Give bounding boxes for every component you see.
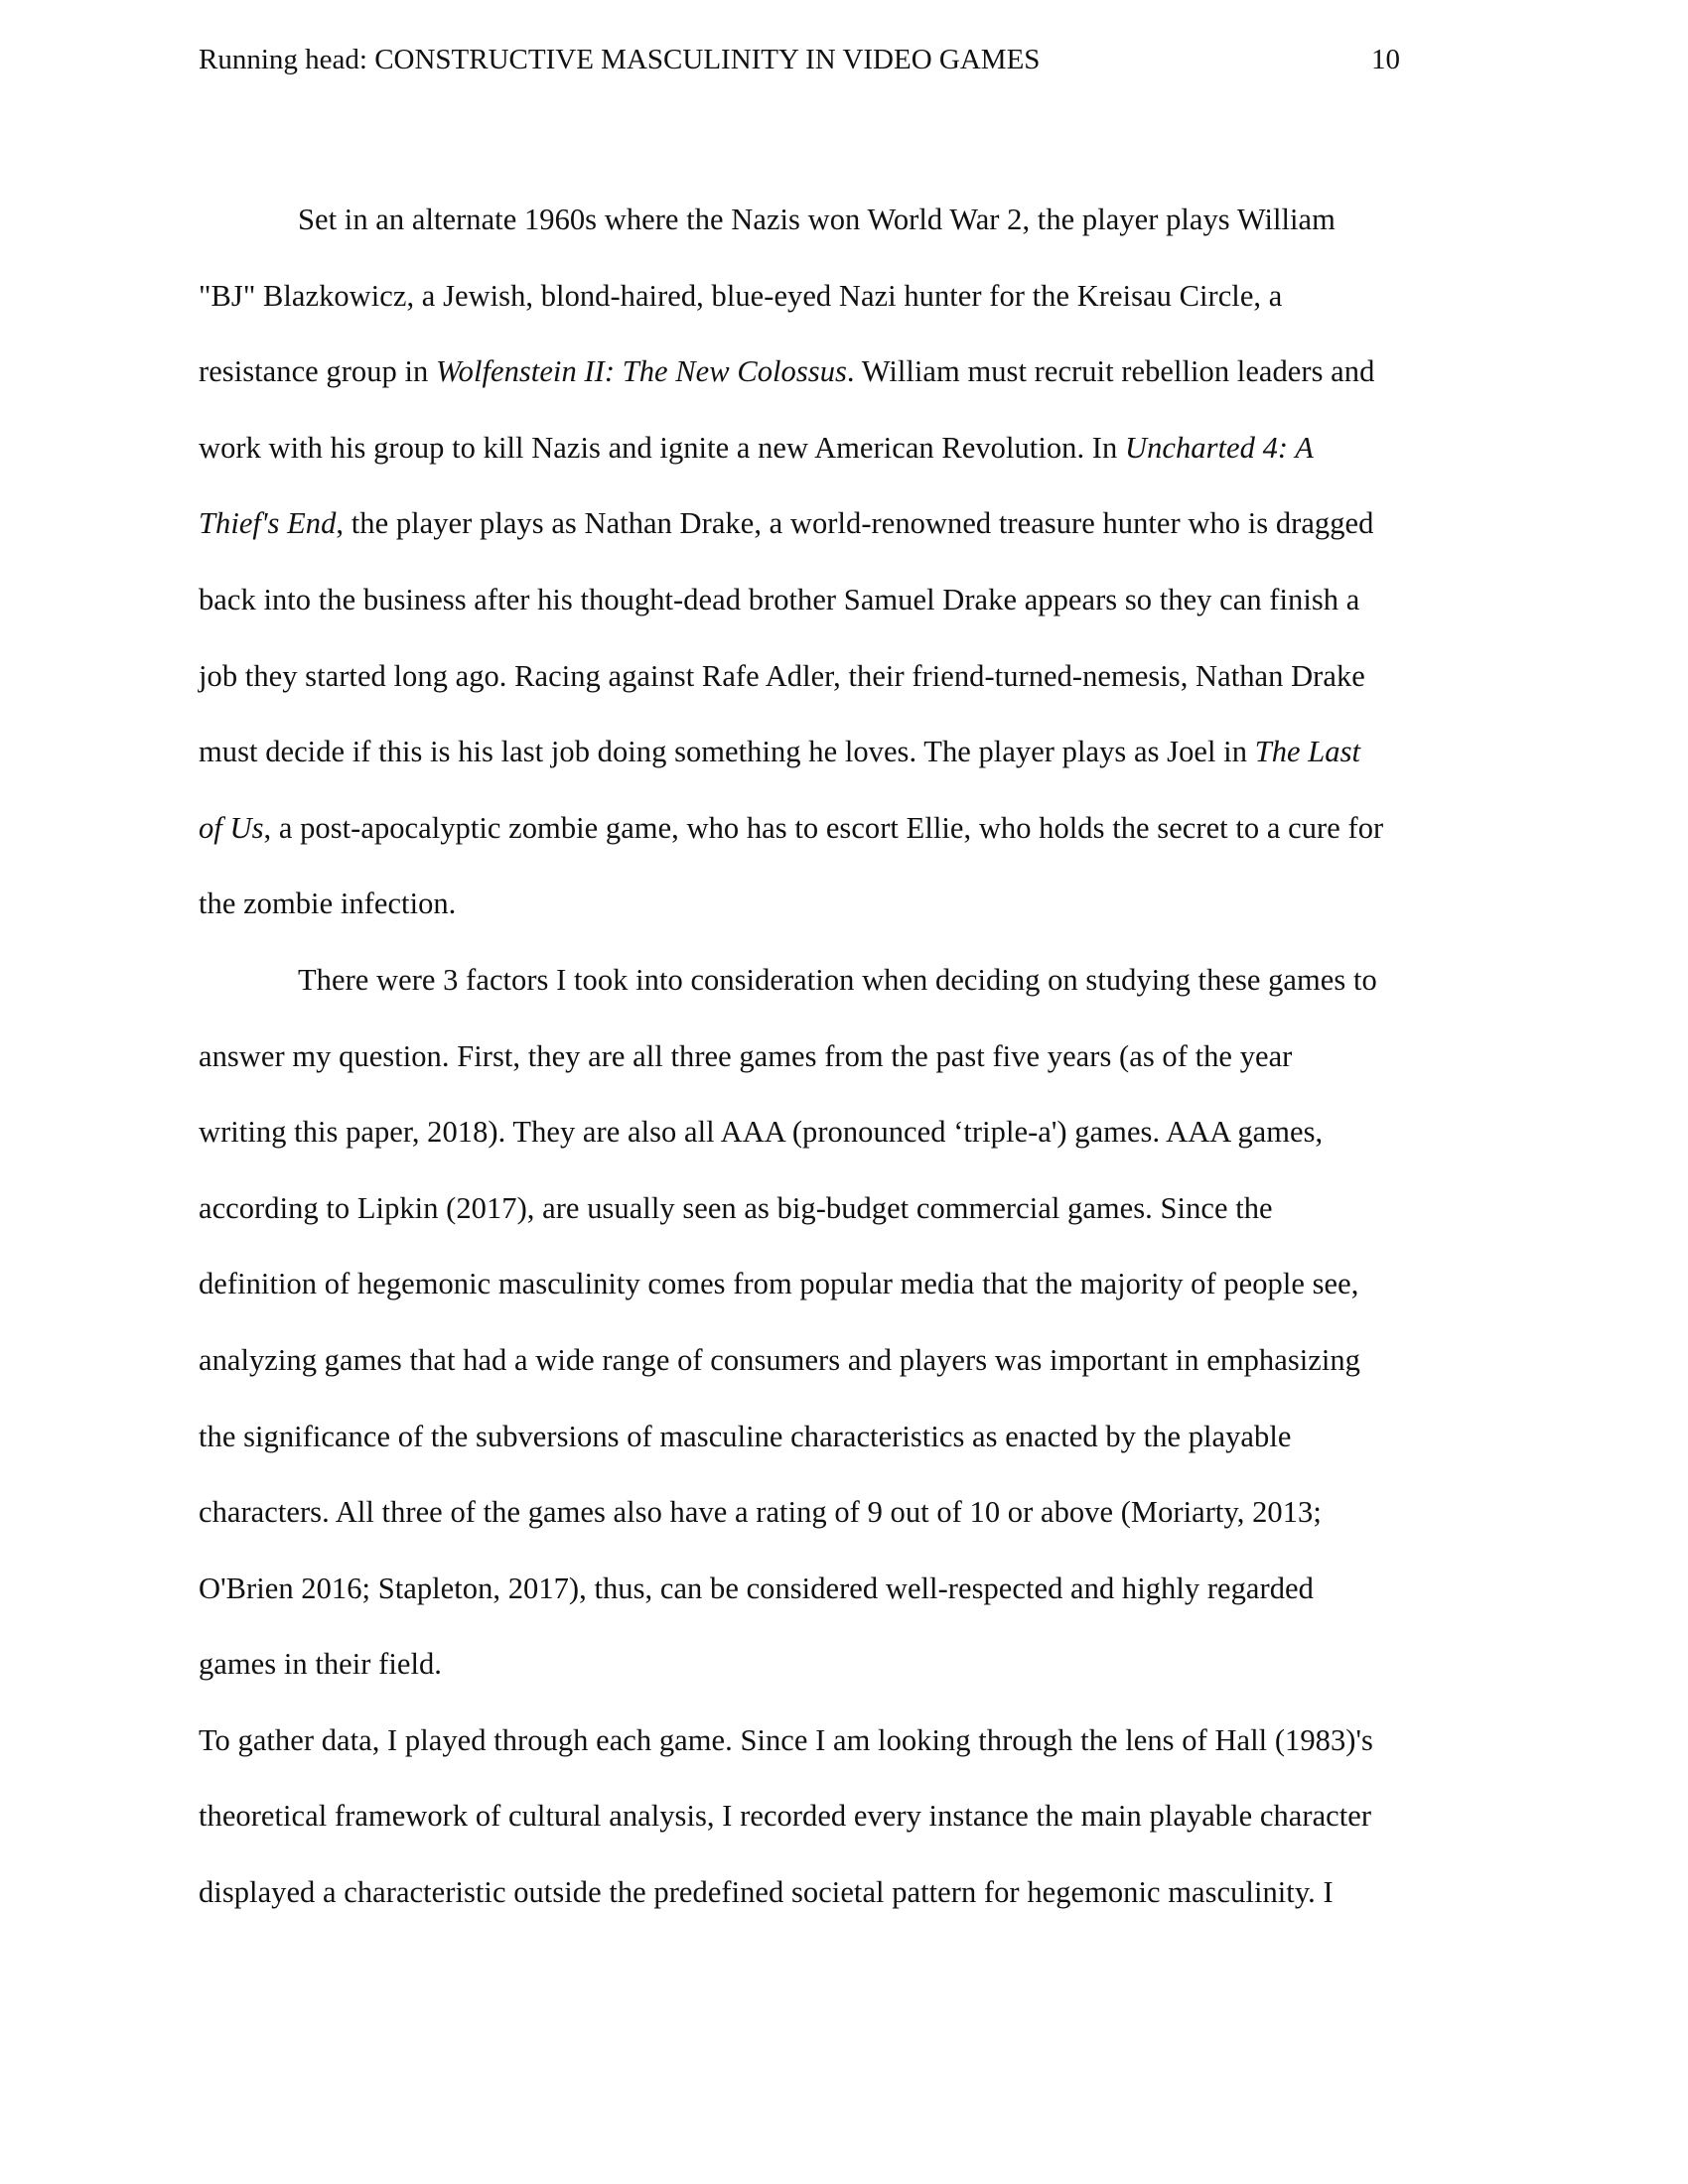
text-line	[199, 427, 1489, 503]
text-segment: , a post-apocalyptic zombie game, who has to escort Ellie, who holds the secret to a cure for	[263, 810, 1384, 845]
text-line	[199, 1035, 1489, 1112]
text-line	[199, 1416, 1489, 1492]
running-head: Running head: CONSTRUCTIVE MASCULINITY IN VIDEO GAMES	[199, 44, 1041, 75]
text-segment: There were 3 factors I took into consideration when deciding on studying these games to	[298, 962, 1377, 997]
text-line	[199, 731, 1489, 807]
italic-title: Uncharted 4: A	[1125, 430, 1314, 465]
text-segment: . William must recruit rebellion leaders and	[846, 354, 1375, 389]
text-segment: displayed a characteristic outside the predefined societal pattern for hegemonic masculinity. I	[199, 1875, 1334, 1910]
text-segment: job they started long ago. Racing against Rafe Adler, their friend-turned-nemesis, Nathan Drake	[199, 658, 1365, 693]
italic-title: Thief's End	[199, 506, 337, 541]
text-segment: back into the business after his thought-dead brother Samuel Drake appears so they can finish a	[199, 582, 1360, 616]
text-line	[199, 807, 1489, 884]
text-line	[199, 1491, 1489, 1568]
text-line	[199, 883, 1489, 959]
text-line	[199, 1871, 1489, 1948]
text-segment: theoretical framework of cultural analysis, I recorded every instance the main playable character	[199, 1799, 1372, 1834]
text-line	[199, 1263, 1489, 1339]
text-segment: characters. All three of the games also have a rating of 9 out of 10 or above (Moriarty, 2013;	[199, 1495, 1322, 1530]
text-segment: analyzing games that had a wide range of consumers and players was important in emphasizing	[199, 1342, 1360, 1377]
text-segment: games in their field.	[199, 1647, 442, 1682]
text-line	[199, 1719, 1489, 1796]
text-segment: answer my question. First, they are all three games from the past five years (as of the year	[199, 1038, 1293, 1073]
text-segment: "BJ" Blazkowicz, a Jewish, blond-haired, blue-eyed Nazi hunter for the Kreisau Circle, a	[199, 278, 1283, 313]
text-line	[199, 1795, 1489, 1871]
text-line	[199, 579, 1489, 655]
page-number: 10	[1371, 44, 1400, 75]
text-segment: must decide if this is his last job doing something he loves. The player plays as Joel in	[199, 735, 1255, 769]
text-segment: O'Brien 2016; Stapleton, 2017), thus, can be considered well-respected and highly regarded	[199, 1570, 1314, 1605]
text-line	[199, 1643, 1489, 1719]
text-line	[199, 199, 1489, 275]
text-segment: To gather data, I played through each game. Since I am looking through the lens of Hall (1983)'s	[199, 1722, 1373, 1757]
text-line	[199, 1339, 1489, 1416]
text-line	[199, 502, 1489, 579]
text-segment: definition of hegemonic masculinity comes from popular media that the majority of people see,	[199, 1267, 1359, 1301]
text-segment: writing this paper, 2018). They are also all AAA (pronounced ‘triple-a') games. AAA games,	[199, 1115, 1324, 1150]
page-header	[199, 40, 1410, 79]
text-segment: according to Lipkin (2017), are usually seen as big-budget commercial games. Since the	[199, 1190, 1273, 1225]
text-segment: resistance group in	[199, 354, 436, 389]
text-segment: , the player plays as Nathan Drake, a world-renowned treasure hunter who is dragged	[336, 506, 1374, 541]
text-line	[199, 275, 1489, 351]
italic-title: Wolfenstein II: The New Colossus	[436, 354, 847, 389]
text-segment: Set in an alternate 1960s where the Nazis won World War 2, the player plays William	[298, 203, 1336, 236]
text-segment: the significance of the subversions of masculine characteristics as enacted by the playable	[199, 1419, 1292, 1453]
italic-title: of Us	[199, 810, 264, 845]
text-line	[199, 350, 1489, 427]
body-text	[199, 199, 1489, 1948]
text-line	[199, 959, 1489, 1035]
text-segment: the zombie infection.	[199, 887, 457, 921]
text-line	[199, 1111, 1489, 1187]
text-line	[199, 1568, 1489, 1644]
italic-title: The Last	[1254, 735, 1361, 769]
text-line	[199, 655, 1489, 732]
text-line	[199, 1187, 1489, 1264]
text-segment: work with his group to kill Nazis and ignite a new American Revolution. In	[199, 430, 1125, 465]
